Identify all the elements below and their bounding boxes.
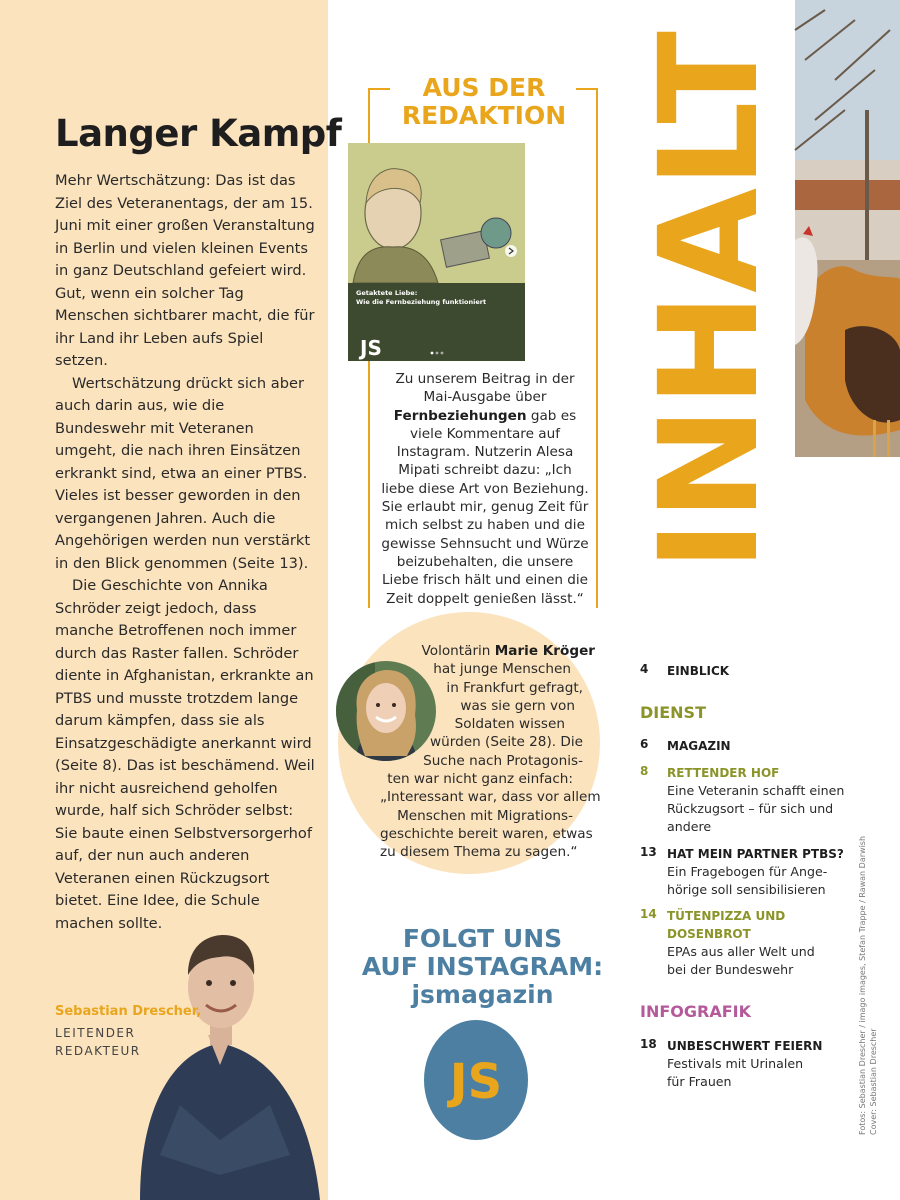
carousel-next-icon bbox=[505, 245, 517, 257]
toc-description bbox=[667, 1055, 867, 1091]
volunteer-line: Soldaten wissen bbox=[454, 716, 565, 733]
toc-section-dienst: DIENST bbox=[640, 703, 706, 722]
toc-page-number: 14 bbox=[640, 907, 657, 921]
js-logo-icon[interactable] bbox=[424, 1020, 528, 1140]
instagram-callout bbox=[350, 925, 615, 1009]
author-name: Sebastian Drescher, bbox=[55, 1004, 202, 1019]
js-logo-text: JS bbox=[449, 1054, 503, 1110]
volunteer-line: zu diesem Thema zu sagen.“ bbox=[380, 844, 578, 861]
toc-title: TÜTENPIZZA UND bbox=[667, 909, 786, 923]
redaktion-text-start: Zu unserem Beitrag in der Mai-Ausgabe über bbox=[395, 371, 575, 406]
editorial-paragraph-3: Die Geschichte von Annika Schröder zeigt jedoch, dass manche Betroffenen noch immer durch das Raster fallen. Schröder diente in Afghanistan, erkrankte an PTBS und musste trotzdem lange darum kämpfen, dass sie als Einsatzgeschädigte anerkannt wird (Seite 8). Das ist beschämend. Weil ihr nicht ausreichend geholfen wurde, half sich Schröder selbst: Sie baute einen Selbstversorgerhof auf, der nun auch anderen Veteranen einen Rückzugsort bietet. Eine Idee, die Schule machen sollte. bbox=[55, 577, 315, 932]
toc-title: RETTENDER HOF bbox=[667, 766, 780, 780]
instagram-handle[interactable]: jsmagazin bbox=[411, 980, 554, 1009]
toc-title: MAGAZIN bbox=[667, 739, 731, 753]
cover-credit-line: Cover: Sebastian Drescher bbox=[869, 1028, 878, 1135]
volunteer-line: „Interessant war, dass vor allem bbox=[380, 789, 601, 806]
editorial-body bbox=[55, 170, 317, 935]
post-js-logo: JS bbox=[360, 336, 382, 360]
post-caption-1: Getaktete Liebe: bbox=[356, 289, 418, 297]
volunteer-line: in Frankfurt gefragt, bbox=[446, 679, 583, 696]
toc-title: EINBLICK bbox=[667, 664, 730, 678]
toc-description bbox=[667, 863, 867, 899]
volunteer-line: Menschen mit Migrations- bbox=[397, 807, 573, 824]
toc-description bbox=[667, 943, 867, 979]
toc-title: HAT MEIN PARTNER PTBS? bbox=[667, 847, 844, 861]
volunteer-line: würden (Seite 28). Die bbox=[430, 734, 583, 751]
toc-description-line: für Frauen bbox=[667, 1074, 732, 1089]
toc-description-line: Rückzugsort – für sich und bbox=[667, 801, 834, 816]
toc-section-infografik: INFOGRAFIK bbox=[640, 1002, 751, 1021]
toc-description-line: Ein Fragebogen für Ange- bbox=[667, 864, 828, 879]
editorial-title: Langer Kampf bbox=[55, 112, 342, 155]
volunteer-line: ten war nicht ganz einfach: bbox=[387, 771, 573, 788]
toc-page-number: 18 bbox=[640, 1037, 657, 1051]
hen-photo bbox=[795, 0, 900, 457]
toc-page-number: 13 bbox=[640, 845, 657, 859]
toc-title: UNBESCHWERT FEIERN bbox=[667, 1039, 823, 1053]
toc-description-line: EPAs aus aller Welt und bbox=[667, 944, 815, 959]
author-role: LEITENDER REDAKTEUR bbox=[55, 1026, 141, 1058]
toc-description-line: andere bbox=[667, 819, 712, 834]
post-caption-2: Wie die Fernbeziehung funktioniert bbox=[356, 298, 487, 306]
volunteer-text bbox=[380, 642, 601, 862]
instagram-line-1: FOLGT UNS bbox=[402, 924, 563, 953]
volunteer-line: geschichte bereit waren, etwas bbox=[380, 825, 593, 842]
volunteer-name: Marie Kröger bbox=[494, 643, 595, 659]
toc-page-number: 8 bbox=[640, 764, 649, 778]
redaktion-title: AUS DER REDAKTION bbox=[401, 73, 567, 130]
redaktion-text-bold: Fernbeziehungen bbox=[393, 407, 527, 424]
instagram-line-2: AUF INSTAGRAM: bbox=[361, 952, 604, 981]
volunteer-line: Suche nach Protagonis- bbox=[423, 752, 583, 769]
toc-description-line: Festivals mit Urinalen bbox=[667, 1056, 804, 1071]
toc-description-line: bei der Bundeswehr bbox=[667, 962, 794, 977]
inhalt-heading bbox=[631, 26, 789, 576]
inhalt-heading-text: INHALT bbox=[631, 30, 789, 571]
volunteer-line: Volontärin bbox=[421, 643, 495, 659]
photo-credit-line: Fotos: Sebastian Drescher / imago images, Stefan Trappe / Rawan Darwish bbox=[858, 835, 867, 1135]
volunteer-line: was sie gern von bbox=[460, 697, 575, 714]
toc-page-number: 4 bbox=[640, 662, 649, 676]
editorial-paragraph-1: Mehr Wertschätzung: Das ist das Ziel des Veteranentags, der am 15. Juni mit einer großen Veranstaltung in Berlin und vielen kleinen Events in ganz Deutschland gefeiert wird. Gut, wenn ein solcher Tag Menschen sichtbarer macht, die für ihr Land ihr Leben aufs Spiel setzen. bbox=[55, 172, 315, 369]
toc-description bbox=[667, 782, 867, 836]
instagram-post-image[interactable] bbox=[348, 143, 525, 361]
toc-description-line: hörige soll sensibilisieren bbox=[667, 882, 826, 897]
toc-title: DOSENBROT bbox=[667, 927, 751, 941]
volunteer-line: hat junge Menschen bbox=[433, 661, 571, 678]
toc-description-line: Eine Veteranin schafft einen bbox=[667, 783, 845, 798]
redaktion-text-end: gab es viele Kommentare auf Instagram. Nutzerin Alesa Mipati schreibt dazu: „Ich liebe diese Art von Beziehung. Sie erlaubt mir, genug Zeit für mich selbst zu haben und die gewisse Sehnsucht und Würze beizubehalten, die unsere Liebe frisch hält und einen die Zeit doppelt genießen lässt.“ bbox=[381, 407, 589, 607]
toc-page-number: 6 bbox=[640, 737, 649, 751]
redaktion-text bbox=[380, 370, 590, 608]
photo-credits bbox=[857, 836, 879, 1135]
editorial-paragraph-2: Wertschätzung drückt sich aber auch darin aus, wie die Bundeswehr mit Veteranen umgeht, die nach ihren Einsätzen erkrankt sind, etwa an einer PTBS. Vieles ist besser geworden in den vergangenen Jahren. Auch die Angehörigen werden nun verstärkt in den Blick genommen (Seite 13). bbox=[55, 374, 311, 572]
